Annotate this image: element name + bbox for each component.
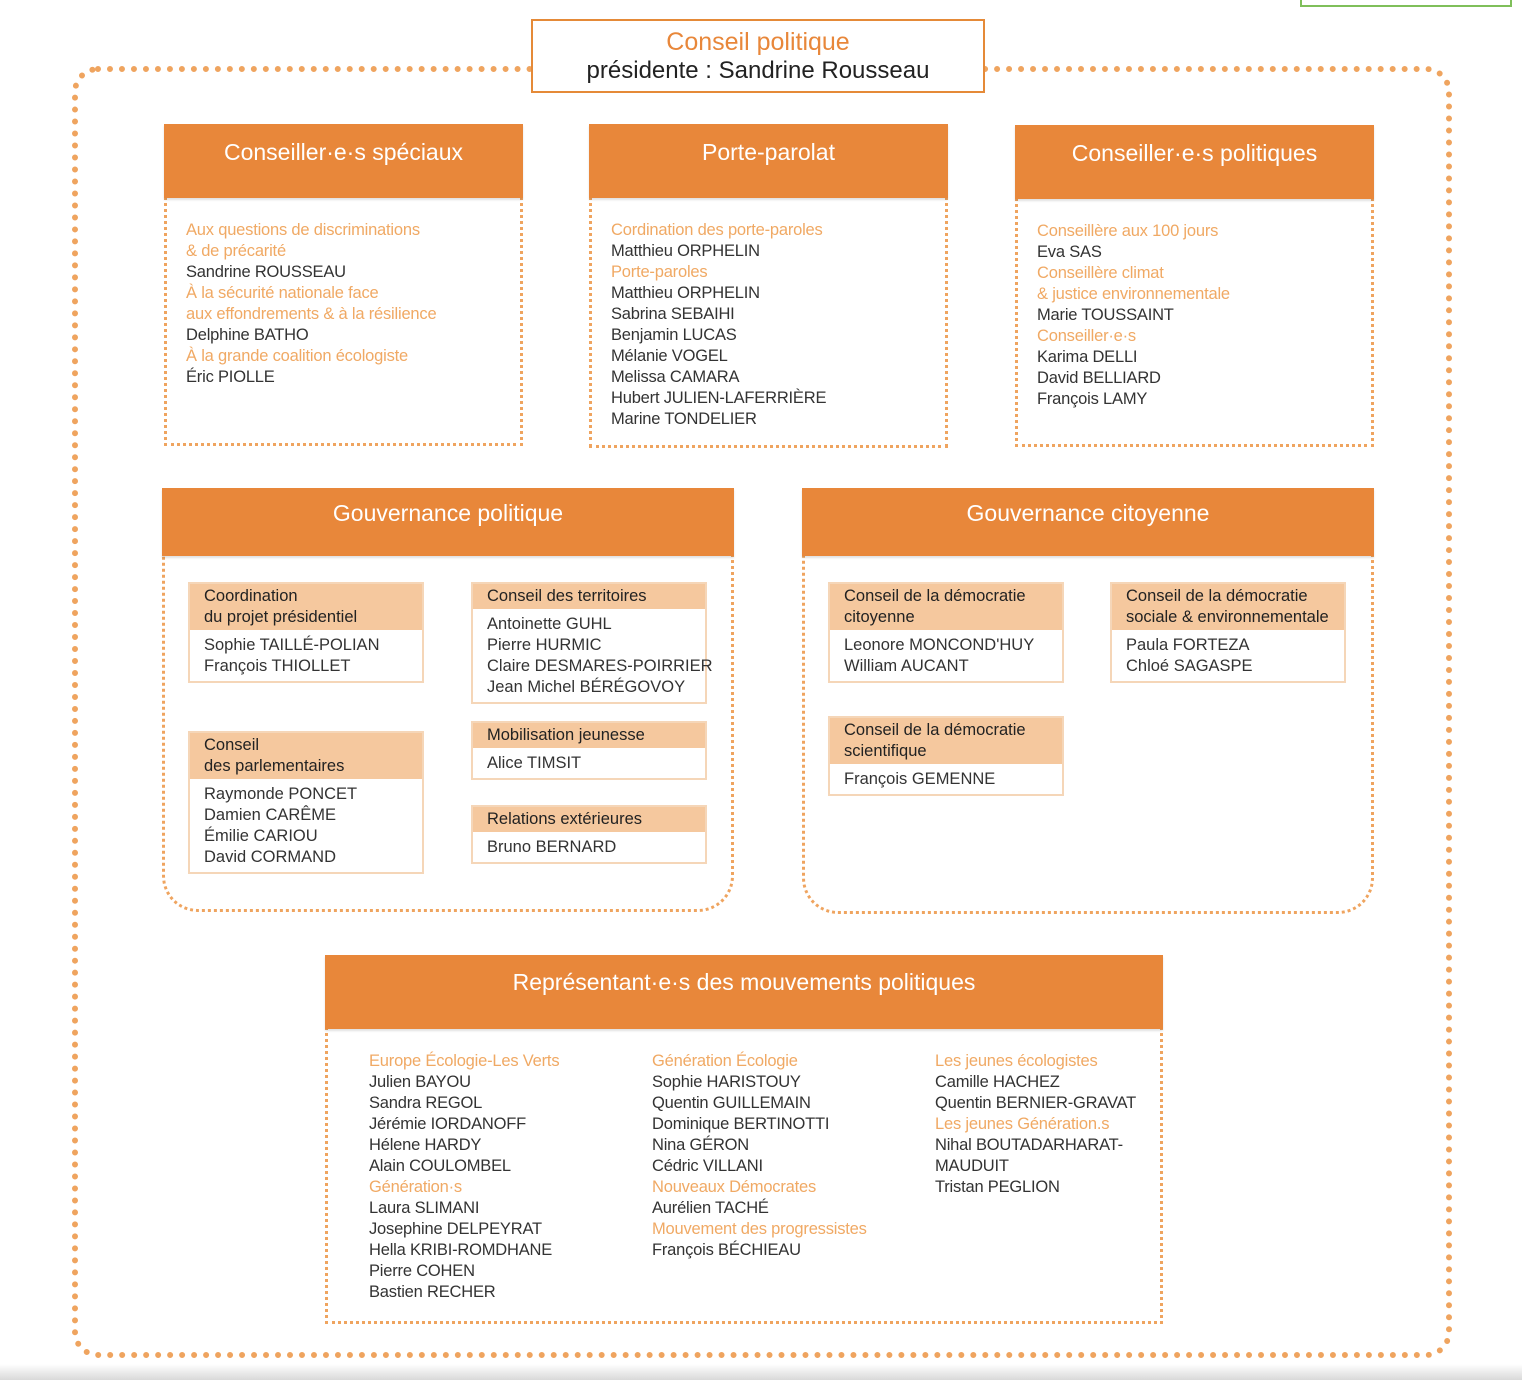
member-name: Hélene HARDY	[369, 1136, 482, 1154]
member-name: Quentin BERNIER-GRAVAT	[935, 1094, 1136, 1112]
bottom-fade	[0, 1364, 1522, 1380]
box-title-line: scientifique	[844, 742, 927, 760]
panel-conseillers-politiques	[1015, 125, 1374, 447]
member-name: Sandra REGOL	[369, 1094, 483, 1112]
member-name: Leonore MONCOND'HUY	[844, 636, 1035, 654]
member-name: David CORMAND	[204, 848, 337, 866]
member-name: Hubert JULIEN-LAFERRIÈRE	[611, 389, 827, 407]
member-name: Sabrina SEBAIHI	[611, 305, 735, 323]
member-name: Eva SAS	[1037, 243, 1102, 261]
box-title-line: Coordination	[204, 587, 298, 605]
box-members	[830, 764, 1062, 794]
role-label: Aux questions de discriminations	[186, 221, 420, 239]
member-name: Damien CARÊME	[204, 806, 337, 824]
box-relations-exterieures	[471, 805, 707, 864]
member-list	[611, 220, 826, 430]
member-name: Chloé SAGASPE	[1126, 657, 1253, 675]
member-name: Julien BAYOU	[369, 1073, 471, 1091]
box-title-line: Conseil de la démocratie	[844, 721, 1026, 739]
role-label: À la sécurité nationale face	[186, 284, 379, 302]
box-title-line: du projet présidentiel	[204, 608, 358, 626]
member-name: Sandrine ROUSSEAU	[186, 263, 346, 281]
member-name: Tristan PEGLION	[935, 1178, 1060, 1196]
panel-header: Représentant·e·s des mouvements politiques	[325, 955, 1163, 1029]
role-label: & de précarité	[186, 242, 286, 260]
role-label: Conseiller·e·s	[1037, 327, 1136, 345]
council-title-box	[531, 19, 985, 93]
member-name: Mélanie VOGEL	[611, 347, 728, 365]
member-name: Delphine BATHO	[186, 326, 309, 344]
member-name: Alice TIMSIT	[487, 754, 582, 772]
member-name: Pierre COHEN	[369, 1262, 475, 1280]
box-title-line: Conseil	[204, 736, 260, 754]
panel-header: Conseiller·e·s politiques	[1015, 125, 1374, 199]
member-name: Sophie HARISTOUY	[652, 1073, 801, 1091]
member-name: Bruno BERNARD	[487, 838, 617, 856]
panel-conseillers-speciaux	[164, 124, 523, 446]
box-members	[473, 832, 705, 862]
member-name: Nina GÉRON	[652, 1136, 750, 1154]
box-members	[473, 609, 713, 702]
box-mobilisation-jeunesse	[471, 721, 707, 780]
role-label: Mouvement des progressistes	[652, 1220, 867, 1238]
member-list	[1037, 221, 1230, 410]
panel-porte-parolat	[589, 124, 948, 448]
box-title-line: Conseil de la démocratie	[844, 587, 1026, 605]
member-name: Quentin GUILLEMAIN	[652, 1094, 811, 1112]
member-name: Jérémie IORDANOFF	[369, 1115, 527, 1133]
box-title-line: Conseil de la démocratie	[1126, 587, 1308, 605]
role-label: Conseillère aux 100 jours	[1037, 222, 1219, 240]
role-label: Génération·s	[369, 1178, 462, 1196]
role-label: Les jeunes écologistes	[935, 1052, 1098, 1070]
box-territoires	[471, 582, 713, 704]
member-name: Bastien RECHER	[369, 1283, 496, 1301]
member-name: Marie TOUSSAINT	[1037, 306, 1174, 324]
member-name: Melissa CAMARA	[611, 368, 740, 386]
member-name: Josephine DELPEYRAT	[369, 1220, 542, 1238]
member-name: Laura SLIMANI	[369, 1199, 480, 1217]
green-corner-mark	[1300, 0, 1512, 7]
box-title-line: Mobilisation jeunesse	[487, 726, 645, 744]
role-label: Les jeunes Génération.s	[935, 1115, 1110, 1133]
box-coordination	[188, 582, 424, 683]
member-name: Émilie CARIOU	[204, 827, 318, 845]
member-name: Paula FORTEZA	[1126, 636, 1250, 654]
box-title-line: sociale & environnementale	[1126, 608, 1329, 626]
role-label: Porte-paroles	[611, 263, 708, 281]
member-name: Claire DESMARES-POIRRIER	[487, 657, 713, 675]
box-header	[473, 723, 705, 748]
member-name: Camille HACHEZ	[935, 1073, 1060, 1091]
member-name: Aurélien TACHÉ	[652, 1199, 769, 1217]
panel-header: Porte-parolat	[589, 124, 948, 198]
member-name: David BELLIARD	[1037, 369, 1161, 387]
member-name: François BÉCHIEAU	[652, 1241, 801, 1259]
member-name: François GEMENNE	[844, 770, 996, 788]
box-members	[190, 779, 422, 872]
role-label: Nouveaux Démocrates	[652, 1178, 817, 1196]
box-members	[830, 630, 1062, 681]
panel-gouvernance-politique	[162, 488, 734, 912]
panel-mouvements-politiques	[325, 955, 1163, 1324]
member-name: MAUDUIT	[935, 1157, 1009, 1175]
member-name: Dominique BERTINOTTI	[652, 1115, 830, 1133]
council-title: Conseil politique	[666, 28, 850, 56]
member-name: Hella KRIBI-ROMDHANE	[369, 1241, 553, 1259]
panel-gouvernance-citoyenne	[802, 488, 1374, 914]
member-name: Nihal BOUTADARHARAT-	[935, 1136, 1123, 1154]
member-name: Sophie TAILLÉ-POLIAN	[204, 636, 380, 654]
panel-header: Conseiller·e·s spéciaux	[164, 124, 523, 198]
member-name: Marine TONDELIER	[611, 410, 757, 428]
box-members	[1112, 630, 1344, 681]
member-name: Karima DELLI	[1037, 348, 1138, 366]
member-name: Alain COULOMBEL	[369, 1157, 511, 1175]
member-name: Cédric VILLANI	[652, 1157, 763, 1175]
role-label: Cordination des porte-paroles	[611, 221, 823, 239]
box-democratie-scientifique	[828, 716, 1064, 796]
box-democratie-sociale	[1110, 582, 1346, 683]
member-name: Benjamin LUCAS	[611, 326, 737, 344]
box-members	[190, 630, 422, 681]
member-name: Jean Michel BÉRÉGOVOY	[487, 678, 686, 696]
movement-column	[935, 1051, 1136, 1198]
member-name: Matthieu ORPHELIN	[611, 284, 760, 302]
box-header	[473, 807, 705, 832]
member-list	[186, 220, 436, 388]
box-title-line: Relations extérieures	[487, 810, 642, 828]
council-president: présidente : Sandrine Rousseau	[586, 57, 930, 84]
box-members	[473, 748, 705, 778]
box-header	[830, 584, 1062, 630]
box-title-line: des parlementaires	[204, 757, 345, 775]
box-header	[473, 584, 705, 609]
box-parlementaires	[188, 731, 424, 874]
box-header	[190, 584, 422, 630]
box-header	[1112, 584, 1344, 630]
role-label: Europe Écologie-Les Verts	[369, 1052, 560, 1070]
box-title-line: citoyenne	[844, 608, 915, 626]
role-label: Conseillère climat	[1037, 264, 1164, 282]
box-header	[190, 733, 422, 779]
movement-column	[652, 1051, 867, 1261]
member-name: Antoinette GUHL	[487, 615, 612, 633]
member-name: Éric PIOLLE	[186, 368, 275, 386]
role-label: aux effondrements & à la résilience	[186, 305, 437, 323]
role-label: À la grande coalition écologiste	[186, 347, 408, 365]
box-democratie-citoyenne	[828, 582, 1064, 683]
member-name: Raymonde PONCET	[204, 785, 358, 803]
panel-header: Gouvernance politique	[162, 488, 734, 556]
panel-header: Gouvernance citoyenne	[802, 488, 1374, 556]
member-name: Pierre HURMIC	[487, 636, 602, 654]
box-title-line: Conseil des territoires	[487, 587, 647, 605]
role-label: Génération Écologie	[652, 1052, 798, 1070]
role-label: & justice environnementale	[1037, 285, 1230, 303]
movement-column	[369, 1051, 559, 1303]
member-name: François THIOLLET	[204, 657, 351, 675]
member-name: William AUCANT	[844, 657, 969, 675]
member-name: Matthieu ORPHELIN	[611, 242, 760, 260]
member-name: François LAMY	[1037, 390, 1148, 408]
box-header	[830, 718, 1062, 764]
